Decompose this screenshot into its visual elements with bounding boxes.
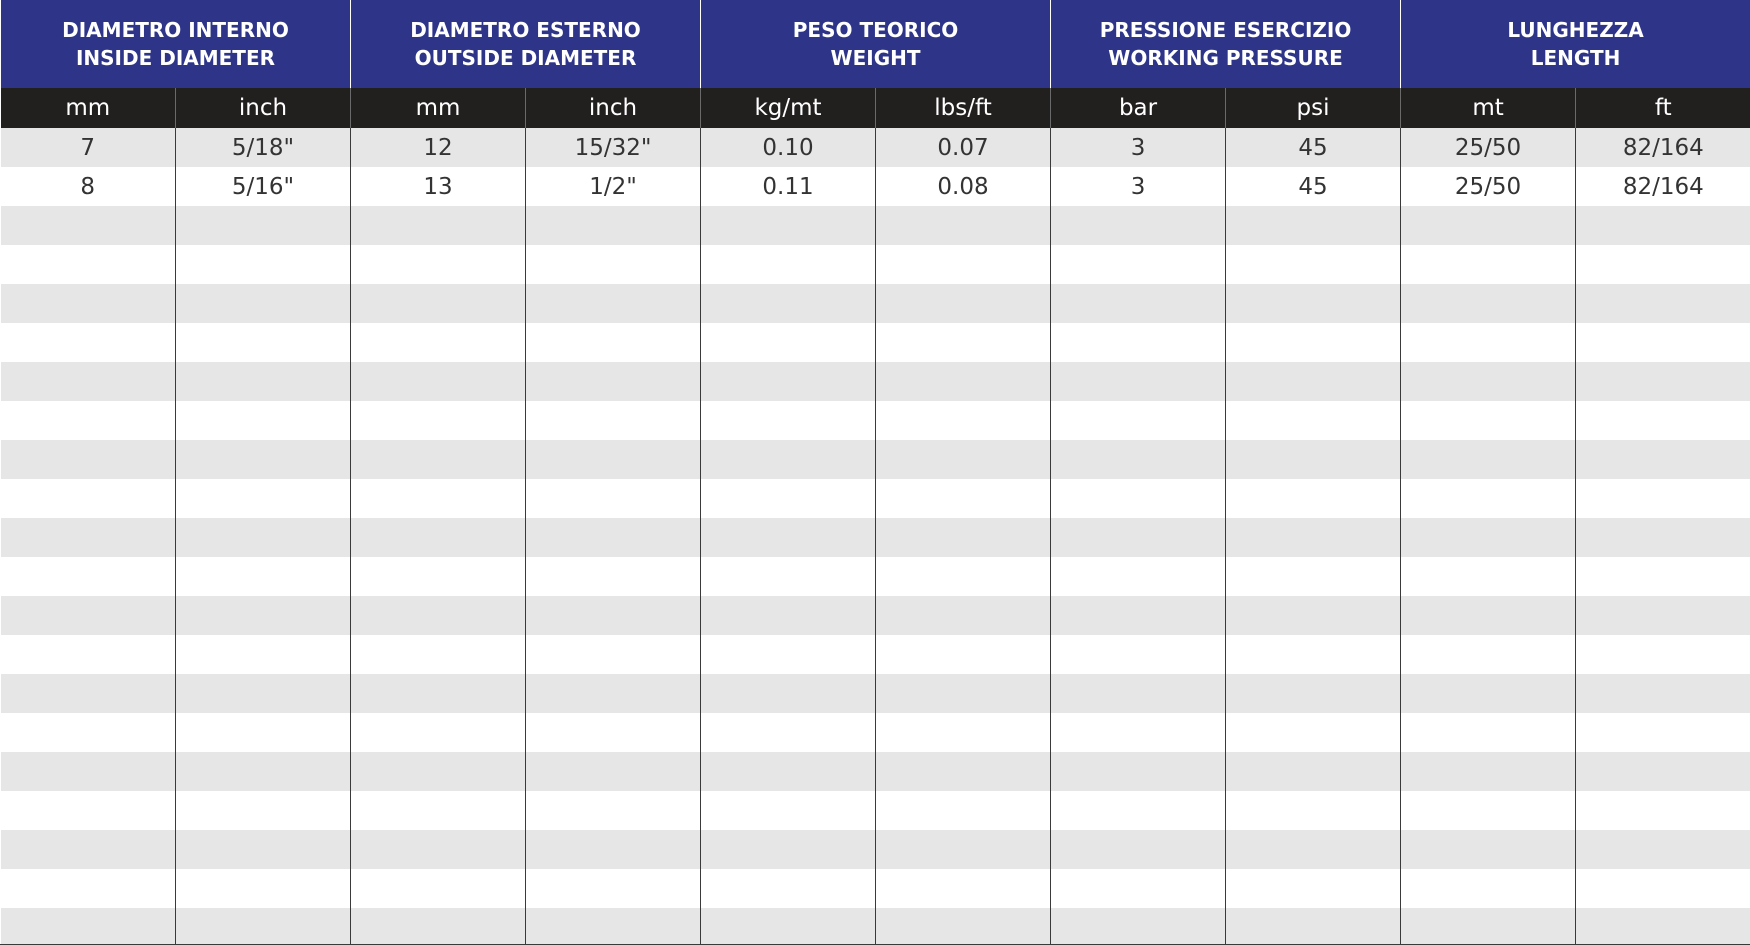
table-cell-empty xyxy=(1226,401,1401,440)
table-cell-empty xyxy=(1401,752,1576,791)
table-cell-empty xyxy=(1226,362,1401,401)
table-cell-empty xyxy=(1,245,176,284)
table-cell-empty xyxy=(526,596,701,635)
table-cell-empty xyxy=(1226,557,1401,596)
table-cell-empty xyxy=(1226,479,1401,518)
table-cell-empty xyxy=(1,791,176,830)
table-row-empty xyxy=(1,323,1750,362)
table-cell-empty xyxy=(1401,440,1576,479)
table-cell-empty xyxy=(1051,830,1226,869)
group-header-title-en: WORKING PRESSURE xyxy=(1108,46,1343,70)
table-cell-empty xyxy=(1051,674,1226,713)
table-row-empty xyxy=(1,830,1750,869)
table-cell-empty xyxy=(1226,518,1401,557)
table-cell-empty xyxy=(1,323,176,362)
table-cell-empty xyxy=(1226,245,1401,284)
table-cell-empty xyxy=(1226,752,1401,791)
table-cell-empty xyxy=(526,440,701,479)
table-cell-empty xyxy=(1051,635,1226,674)
unit-header-cell: bar xyxy=(1051,88,1226,128)
table-cell-empty xyxy=(526,713,701,752)
table-cell-empty xyxy=(526,401,701,440)
table-cell-empty xyxy=(1576,323,1750,362)
table-cell-empty xyxy=(351,791,526,830)
table-cell-empty xyxy=(351,908,526,945)
table-cell-empty xyxy=(351,713,526,752)
table-cell-empty xyxy=(1576,557,1750,596)
table-cell-empty xyxy=(1226,323,1401,362)
table-row-empty xyxy=(1,518,1750,557)
table-cell-empty xyxy=(1226,830,1401,869)
table-cell-empty xyxy=(1576,713,1750,752)
table-cell-empty xyxy=(176,635,351,674)
table-cell-empty xyxy=(176,791,351,830)
table-cell-empty xyxy=(1,635,176,674)
table-cell-empty xyxy=(701,596,876,635)
table-cell-empty xyxy=(176,518,351,557)
table-cell-empty xyxy=(1,596,176,635)
table-cell-empty xyxy=(1401,830,1576,869)
table-cell-empty xyxy=(701,908,876,945)
table-cell-empty xyxy=(1401,323,1576,362)
table-cell-empty xyxy=(526,830,701,869)
table-cell: 5/18" xyxy=(176,128,351,167)
table-cell-empty xyxy=(876,401,1051,440)
table-cell-empty xyxy=(876,518,1051,557)
table-cell-empty xyxy=(1226,713,1401,752)
table-cell: 12 xyxy=(351,128,526,167)
table-cell-empty xyxy=(876,596,1051,635)
table-cell-empty xyxy=(176,713,351,752)
table-cell: 82/164 xyxy=(1576,128,1750,167)
table-cell-empty xyxy=(1051,284,1226,323)
table-cell: 15/32" xyxy=(526,128,701,167)
table-cell-empty xyxy=(1226,635,1401,674)
table-cell-empty xyxy=(1,206,176,245)
table-cell-empty xyxy=(351,362,526,401)
group-header-title-en: OUTSIDE DIAMETER xyxy=(414,46,637,70)
table-cell-empty xyxy=(701,752,876,791)
table-cell-empty xyxy=(1051,245,1226,284)
table-cell-empty xyxy=(1576,674,1750,713)
table-cell-empty xyxy=(1051,713,1226,752)
table-cell-empty xyxy=(1576,869,1750,908)
group-header-title-it: DIAMETRO INTERNO xyxy=(62,18,289,42)
table-cell-empty xyxy=(1,479,176,518)
table-cell-empty xyxy=(526,674,701,713)
table-cell-empty xyxy=(1401,518,1576,557)
table-cell-empty xyxy=(1051,908,1226,945)
group-header-weight xyxy=(701,0,1051,88)
unit-header-row xyxy=(1,88,1750,128)
table-cell-empty xyxy=(1576,401,1750,440)
table-cell-empty xyxy=(526,791,701,830)
table-body xyxy=(1,128,1750,945)
group-header-title-en: LENGTH xyxy=(1530,46,1621,70)
group-header-working-pressure xyxy=(1051,0,1401,88)
table-cell: 82/164 xyxy=(1576,167,1750,206)
table-row-empty xyxy=(1,635,1750,674)
table-cell-empty xyxy=(701,713,876,752)
table-cell-empty xyxy=(1051,596,1226,635)
table-cell-empty xyxy=(701,869,876,908)
table-cell-empty xyxy=(351,440,526,479)
table-cell-empty xyxy=(1051,518,1226,557)
table-cell-empty xyxy=(176,479,351,518)
table-cell-empty xyxy=(1576,245,1750,284)
table-cell-empty xyxy=(1,401,176,440)
table-cell-empty xyxy=(701,245,876,284)
table-cell-empty xyxy=(876,635,1051,674)
table-cell-empty xyxy=(1401,674,1576,713)
table-cell-empty xyxy=(176,908,351,945)
table-cell-empty xyxy=(876,713,1051,752)
table-cell-empty xyxy=(351,596,526,635)
table-cell-empty xyxy=(876,479,1051,518)
table-cell-empty xyxy=(351,206,526,245)
table-cell-empty xyxy=(1051,557,1226,596)
table-cell-empty xyxy=(176,869,351,908)
group-header-title-it: PESO TEORICO xyxy=(792,18,959,42)
table-cell-empty xyxy=(526,245,701,284)
table-row xyxy=(1,167,1750,206)
table-cell-empty xyxy=(701,791,876,830)
table-cell: 45 xyxy=(1226,167,1401,206)
unit-header-cell: lbs/ft xyxy=(876,88,1051,128)
table-cell-empty xyxy=(351,401,526,440)
table-cell-empty xyxy=(1,908,176,945)
table-row-empty xyxy=(1,596,1750,635)
unit-header-cell: inch xyxy=(176,88,351,128)
table-cell-empty xyxy=(1226,674,1401,713)
table-cell: 1/2" xyxy=(526,167,701,206)
table-cell-empty xyxy=(1576,791,1750,830)
table-cell-empty xyxy=(701,674,876,713)
table-cell: 0.07 xyxy=(876,128,1051,167)
table-cell-empty xyxy=(176,362,351,401)
table-cell-empty xyxy=(876,752,1051,791)
table-cell-empty xyxy=(176,830,351,869)
table-cell-empty xyxy=(351,557,526,596)
table-cell-empty xyxy=(701,557,876,596)
table-cell: 0.08 xyxy=(876,167,1051,206)
table-cell: 0.10 xyxy=(701,128,876,167)
table-cell: 25/50 xyxy=(1401,128,1576,167)
table-cell-empty xyxy=(1401,401,1576,440)
table-cell-empty xyxy=(876,830,1051,869)
table-cell-empty xyxy=(876,791,1051,830)
table-cell-empty xyxy=(701,830,876,869)
table-cell-empty xyxy=(351,635,526,674)
table-cell-empty xyxy=(1576,284,1750,323)
table-cell-empty xyxy=(526,206,701,245)
table-cell-empty xyxy=(351,830,526,869)
table-cell-empty xyxy=(1401,869,1576,908)
table-cell-empty xyxy=(1226,596,1401,635)
table-cell-empty xyxy=(1401,362,1576,401)
table-cell-empty xyxy=(1401,479,1576,518)
table-cell-empty xyxy=(351,518,526,557)
table-row-empty xyxy=(1,440,1750,479)
table-cell: 25/50 xyxy=(1401,167,1576,206)
table-cell: 7 xyxy=(1,128,176,167)
table-cell-empty xyxy=(176,206,351,245)
table-cell-empty xyxy=(351,284,526,323)
table-cell-empty xyxy=(176,674,351,713)
table-cell-empty xyxy=(1051,791,1226,830)
group-header-title-it: DIAMETRO ESTERNO xyxy=(410,18,641,42)
table-cell: 13 xyxy=(351,167,526,206)
table-cell-empty xyxy=(351,674,526,713)
table-row-empty xyxy=(1,479,1750,518)
table-cell-empty xyxy=(526,518,701,557)
group-header-outside-diameter xyxy=(351,0,701,88)
table-cell-empty xyxy=(526,479,701,518)
table-cell-empty xyxy=(176,284,351,323)
table-cell-empty xyxy=(1226,791,1401,830)
table-cell-empty xyxy=(526,635,701,674)
table-cell-empty xyxy=(701,323,876,362)
table-cell-empty xyxy=(1401,557,1576,596)
table-row-empty xyxy=(1,362,1750,401)
table-cell-empty xyxy=(351,752,526,791)
table-cell-empty xyxy=(1226,908,1401,945)
table-cell-empty xyxy=(526,869,701,908)
table-cell-empty xyxy=(526,908,701,945)
table-cell-empty xyxy=(701,362,876,401)
table-cell-empty xyxy=(1,869,176,908)
table-cell-empty xyxy=(1,518,176,557)
group-header-length xyxy=(1401,0,1750,88)
table-cell-empty xyxy=(1226,440,1401,479)
table-cell: 8 xyxy=(1,167,176,206)
table-cell-empty xyxy=(1401,635,1576,674)
table-cell-empty xyxy=(1,557,176,596)
table-row-empty xyxy=(1,713,1750,752)
table-row-empty xyxy=(1,284,1750,323)
table-cell-empty xyxy=(876,674,1051,713)
table-cell-empty xyxy=(1401,284,1576,323)
table-cell-empty xyxy=(1576,518,1750,557)
group-header-title-it: LUNGHEZZA xyxy=(1507,18,1644,42)
table-cell-empty xyxy=(1401,713,1576,752)
table-cell-empty xyxy=(1576,479,1750,518)
table-cell-empty xyxy=(351,479,526,518)
table-cell-empty xyxy=(1,284,176,323)
table-cell-empty xyxy=(1,752,176,791)
table-cell-empty xyxy=(351,245,526,284)
group-header-title-it: PRESSIONE ESERCIZIO xyxy=(1099,18,1352,42)
table-row-empty xyxy=(1,206,1750,245)
group-header-title-en: INSIDE DIAMETER xyxy=(75,46,276,70)
table-cell-empty xyxy=(1051,869,1226,908)
table-cell-empty xyxy=(876,284,1051,323)
table-cell-empty xyxy=(1401,245,1576,284)
table-cell-empty xyxy=(876,557,1051,596)
table-cell-empty xyxy=(176,596,351,635)
unit-header-cell: psi xyxy=(1226,88,1401,128)
table-cell-empty xyxy=(176,401,351,440)
table-row-empty xyxy=(1,674,1750,713)
table-cell-empty xyxy=(1051,479,1226,518)
table-cell-empty xyxy=(876,869,1051,908)
table-cell-empty xyxy=(1226,869,1401,908)
unit-header-cell: mm xyxy=(1,88,176,128)
table-cell-empty xyxy=(1401,206,1576,245)
table-cell-empty xyxy=(1,674,176,713)
table-cell-empty xyxy=(526,323,701,362)
table-cell-empty xyxy=(526,284,701,323)
table-cell-empty xyxy=(876,206,1051,245)
table-cell-empty xyxy=(176,323,351,362)
table-cell-empty xyxy=(701,401,876,440)
table-cell-empty xyxy=(176,752,351,791)
table-cell-empty xyxy=(526,752,701,791)
table-row-empty xyxy=(1,557,1750,596)
table-cell-empty xyxy=(1051,206,1226,245)
table-cell-empty xyxy=(176,440,351,479)
table-cell: 3 xyxy=(1051,128,1226,167)
table-cell-empty xyxy=(526,362,701,401)
table-cell-empty xyxy=(1051,401,1226,440)
table-cell-empty xyxy=(1,440,176,479)
table-cell-empty xyxy=(1576,362,1750,401)
table-cell-empty xyxy=(876,362,1051,401)
table-cell-empty xyxy=(1,713,176,752)
unit-header-cell: kg/mt xyxy=(701,88,876,128)
table-cell-empty xyxy=(876,245,1051,284)
table-cell-empty xyxy=(1576,635,1750,674)
table-cell-empty xyxy=(176,557,351,596)
unit-header-cell: mm xyxy=(351,88,526,128)
table-cell-empty xyxy=(1226,284,1401,323)
table-cell-empty xyxy=(351,323,526,362)
table-cell-empty xyxy=(1051,362,1226,401)
table-cell-empty xyxy=(701,284,876,323)
table-cell-empty xyxy=(701,440,876,479)
table-cell-empty xyxy=(1576,596,1750,635)
table-cell-empty xyxy=(701,635,876,674)
group-header-title-en: WEIGHT xyxy=(830,46,921,70)
table-cell-empty xyxy=(701,479,876,518)
table-cell: 45 xyxy=(1226,128,1401,167)
table-row-empty xyxy=(1,791,1750,830)
table-cell-empty xyxy=(701,518,876,557)
table-row-empty xyxy=(1,401,1750,440)
table-cell-empty xyxy=(1051,752,1226,791)
table-row-empty xyxy=(1,752,1750,791)
table-cell: 5/16" xyxy=(176,167,351,206)
unit-header-cell: mt xyxy=(1401,88,1576,128)
table-row-empty xyxy=(1,245,1750,284)
table-cell-empty xyxy=(1226,206,1401,245)
group-header-row xyxy=(1,0,1750,88)
table-cell-empty xyxy=(1,362,176,401)
table-cell-empty xyxy=(1576,830,1750,869)
table-cell-empty xyxy=(1576,440,1750,479)
table-cell-empty xyxy=(526,557,701,596)
group-header-inside-diameter xyxy=(1,0,351,88)
unit-header-cell: ft xyxy=(1576,88,1750,128)
table-cell-empty xyxy=(1051,440,1226,479)
table-row-empty xyxy=(1,908,1750,945)
table-cell-empty xyxy=(1401,791,1576,830)
table-cell-empty xyxy=(1576,206,1750,245)
table-cell-empty xyxy=(876,908,1051,945)
table-cell-empty xyxy=(876,440,1051,479)
unit-header-cell: inch xyxy=(526,88,701,128)
table-cell-empty xyxy=(1576,908,1750,945)
table-row xyxy=(1,128,1750,167)
table-cell: 3 xyxy=(1051,167,1226,206)
table-cell-empty xyxy=(1576,752,1750,791)
table-cell-empty xyxy=(701,206,876,245)
table-cell: 0.11 xyxy=(701,167,876,206)
table-cell-empty xyxy=(876,323,1051,362)
table-row-empty xyxy=(1,869,1750,908)
table-cell-empty xyxy=(351,869,526,908)
table-cell-empty xyxy=(1401,596,1576,635)
table-cell-empty xyxy=(1051,323,1226,362)
table-cell-empty xyxy=(1,830,176,869)
table-cell-empty xyxy=(176,245,351,284)
table-cell-empty xyxy=(1401,908,1576,945)
